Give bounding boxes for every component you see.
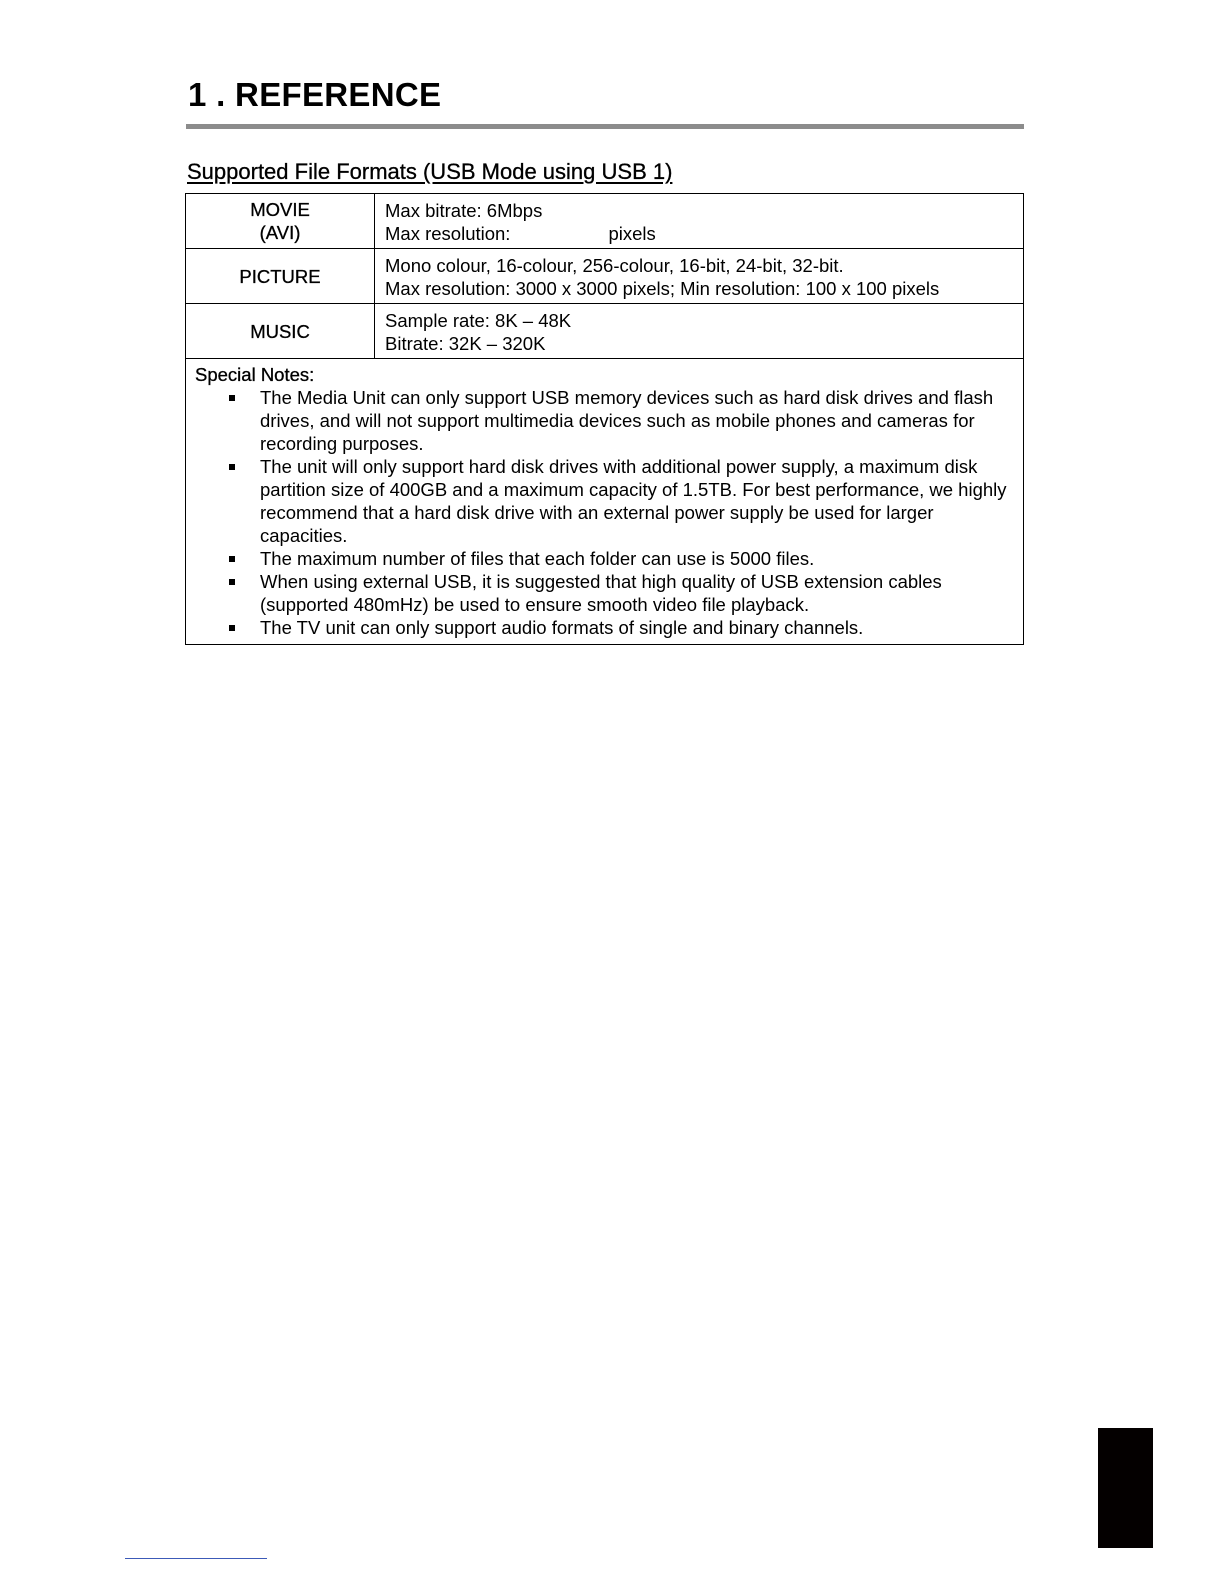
table-row-movie	[186, 194, 1024, 249]
table-row-picture	[186, 249, 1024, 304]
spec-line: Mono colour, 16-colour, 256-colour, 16-bit, 24-bit, 32-bit.	[385, 255, 844, 276]
spec-line: Bitrate: 32K – 320K	[385, 333, 546, 354]
spec-line: Max resolution: 3000 x 3000 pixels; Min resolution: 100 x 100 pixels	[385, 278, 940, 299]
note-item: When using external USB, it is suggested that high quality of USB extension cables (supported 480mHz) be used to ensure smooth video file playback.	[260, 570, 1013, 616]
format-spec-movie	[375, 194, 1024, 249]
table-row-notes	[186, 359, 1024, 645]
note-item: The unit will only support hard disk drives with additional power supply, a maximum disk partition size of 400GB and a maximum capacity of 1.5TB. For best performance, we highly recommend that a hard disk drive with an external power supply be used for larger capacities.	[260, 455, 1013, 547]
note-item: The TV unit can only support audio formats of single and binary channels.	[260, 616, 1013, 639]
spec-line: Sample rate: 8K – 48K	[385, 310, 572, 331]
section-title: Supported File Formats (USB Mode using USB 1)	[187, 159, 673, 184]
category-line: (AVI)	[259, 222, 301, 243]
category-line: MUSIC	[250, 320, 310, 342]
format-category-movie	[186, 194, 375, 249]
notes-title: Special Notes:	[195, 364, 315, 385]
table-row-music	[186, 304, 1024, 359]
spec-line-unit: pixels	[608, 223, 656, 244]
note-item: The maximum number of files that each folder can use is 5000 files.	[260, 547, 1013, 570]
format-spec-picture	[375, 249, 1024, 304]
category-line: PICTURE	[239, 265, 321, 287]
title-divider	[186, 124, 1024, 129]
note-item: The Media Unit can only support USB memory devices such as hard disk drives and flash drives, and will not support multimedia devices such as mobile phones and cameras for recording purposes.	[260, 386, 1013, 455]
notes-list	[195, 386, 1013, 639]
spec-line: Max resolution:	[385, 223, 511, 244]
format-category-music	[186, 304, 375, 359]
format-category-picture	[186, 249, 375, 304]
chapter-side-tab	[1098, 1428, 1153, 1548]
category-line: MOVIE	[250, 199, 310, 220]
spec-line: Max bitrate: 6Mbps	[385, 200, 543, 221]
file-formats-table	[185, 193, 1024, 645]
format-spec-music	[375, 304, 1024, 359]
page-title: 1 . REFERENCE	[188, 76, 442, 113]
footer-rule	[125, 1558, 267, 1559]
special-notes	[186, 359, 1024, 645]
